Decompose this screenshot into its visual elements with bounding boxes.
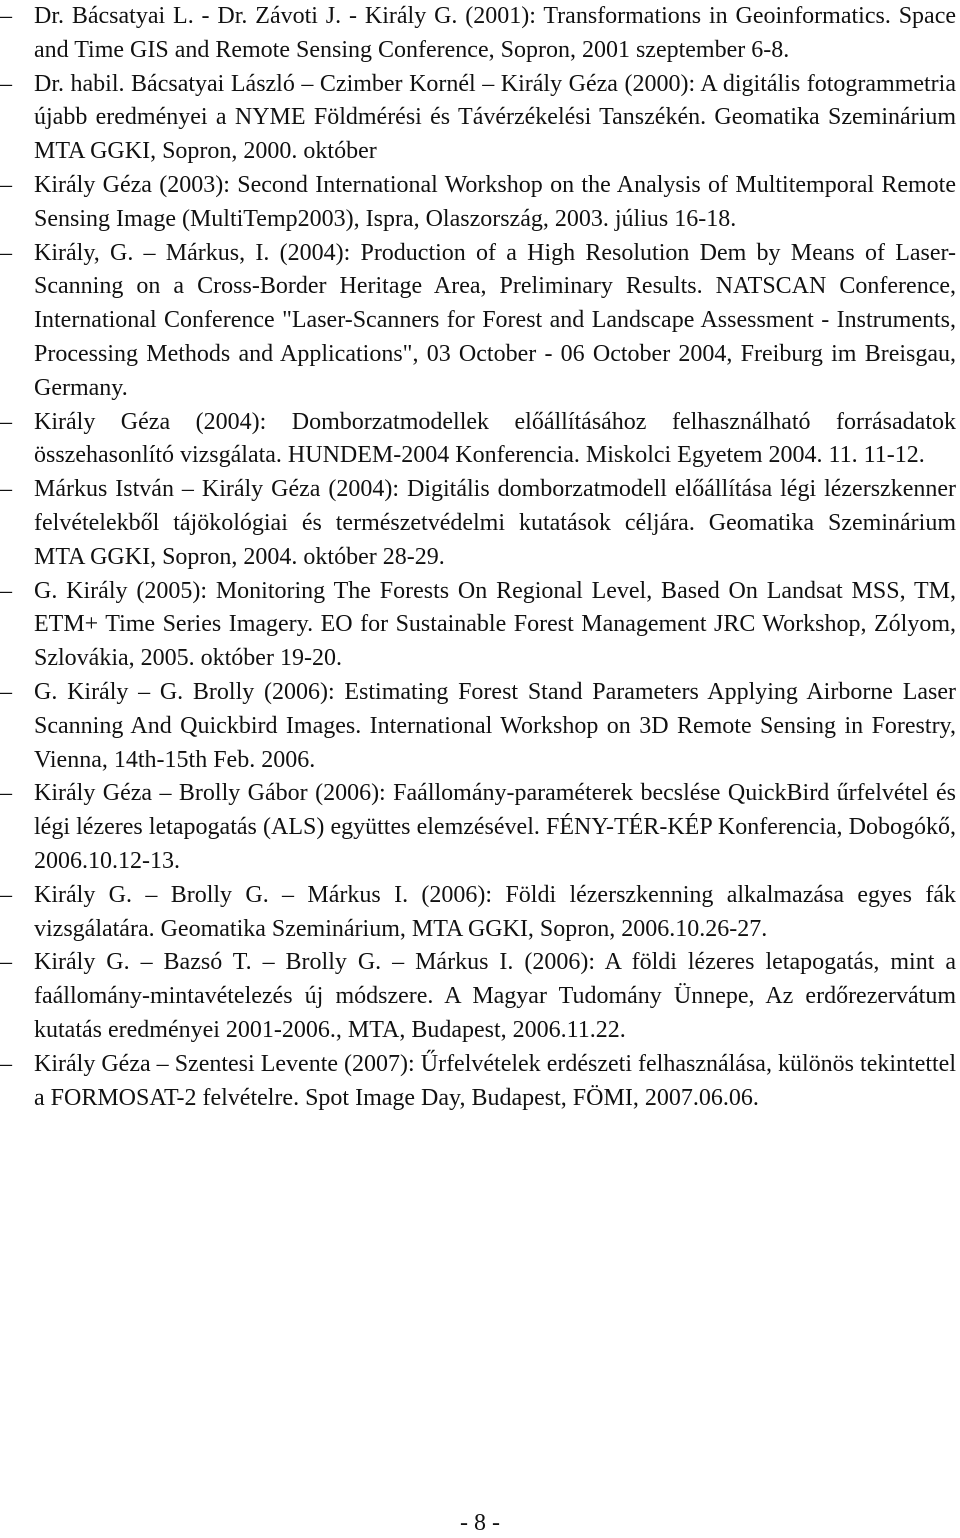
list-dash-marker: –: [0, 239, 12, 266]
reference-text: Király, G. – Márkus, I. (2004): Production of a High Resolution Dem by Means of Laser-Scanning on a Cross-Border Heritage Area, Preliminary Results. NATSCAN Conference, International Conference "Laser-Scanners for Forest and Landscape Assessment - Instruments, Processing Methods and Applications", 03 October - 06 October 2004, Freiburg im Breisgau, Germany.: [34, 239, 956, 401]
page-number: - 8 -: [460, 1510, 500, 1536]
reference-item: [0, 0, 956, 68]
reference-item: [0, 879, 956, 947]
reference-item: [0, 946, 956, 1047]
list-dash-marker: –: [0, 70, 12, 97]
reference-text: Király G. – Bazsó T. – Brolly G. – Márkus I. (2006): A földi lézeres letapogatás, mint a faállomány-mintavételezés új módszere. A Magyar Tudomány Ünnepe, Az erdőrezervátum kutatás eredményei 2001-2006., MTA, Budapest, 2006.11.22.: [34, 949, 956, 1043]
list-dash-marker: –: [0, 3, 12, 29]
reference-item: [0, 406, 956, 474]
reference-text: Király G. – Brolly G. – Márkus I. (2006): Földi lézerszkenning alkalmazása egyes fák vizsgálatára. Geomatika Szeminárium, MTA GGKI, Sopron, 2006.10.26-27.: [34, 881, 956, 942]
list-dash-marker: –: [0, 949, 12, 976]
list-dash-marker: –: [0, 780, 12, 807]
reference-item: [0, 68, 956, 169]
reference-text: Király Géza (2004): Domborzatmodellek előállításához felhasználható forrásadatok összehasonlító vizsgálata. HUNDEM-2004 Konferencia. Miskolci Egyetem 2004. 11. 11-12.: [34, 408, 956, 469]
list-dash-marker: –: [0, 476, 12, 503]
reference-text: Dr. Bácsatyai L. - Dr. Závoti J. - Király G. (2001): Transformations in Geoinformatics. Space and Time GIS and Remote Sensing Conference, Sopron, 2001 szeptember 6-8.: [34, 3, 956, 63]
reference-text: Dr. habil. Bácsatyai László – Czimber Kornél – Király Géza (2000): A digitális fotogrammetria újabb eredményei a NYME Földmérési és Távérzékelési Tanszékén. Geomatika Szeminárium MTA GGKI, Sopron, 2000. október: [34, 70, 956, 165]
list-dash-marker: –: [0, 881, 12, 908]
reference-text: G. Király – G. Brolly (2006): Estimating Forest Stand Parameters Applying Airborne Laser Scanning And Quickbird Images. International Workshop on 3D Remote Sensing in Forestry, Vienna, 14th-15th Feb. 2006.: [34, 678, 956, 773]
reference-item: [0, 1048, 956, 1116]
reference-text: Király Géza (2003): Second International Workshop on the Analysis of Multitemporal Remote Sensing Image (MultiTemp2003), Ispra, Olaszország, 2003. július 16-18.: [34, 171, 956, 232]
list-dash-marker: –: [0, 171, 12, 198]
reference-item: [0, 473, 956, 574]
reference-text: G. Király (2005): Monitoring The Forests On Regional Level, Based On Landsat MSS, TM, ETM+ Time Series Imagery. EO for Sustainable Forest Management JRC Workshop, Zólyom, Szlovákia, 2005. október 19-20.: [34, 577, 956, 672]
reference-text: Király Géza – Szentesi Levente (2007): Űrfelvételek erdészeti felhasználása, különös tekintettel a FORMOSAT-2 felvételre. Spot Image Day, Budapest, FÖMI, 2007.06.06.: [34, 1050, 956, 1111]
reference-text: Márkus István – Király Géza (2004): Digitális domborzatmodell előállítása légi lézerszkenner felvételekből tájökológiai és természetvédelmi kutatások céljára. Geomatika Szeminárium MTA GGKI, Sopron, 2004. október 28-29.: [34, 476, 956, 570]
reference-text: Király Géza – Brolly Gábor (2006): Faállomány-paraméterek becslése QuickBird űrfelvétel és légi lézeres letapogatás (ALS) együttes elemzésével. FÉNY-TÉR-KÉP Konferencia, Dobogókő, 2006.10.12-13.: [34, 780, 956, 874]
reference-item: [0, 676, 956, 777]
list-dash-marker: –: [0, 408, 12, 435]
list-dash-marker: –: [0, 678, 12, 705]
list-dash-marker: –: [0, 1050, 12, 1077]
reference-item: [0, 169, 956, 237]
reference-item: [0, 575, 956, 676]
reference-item: [0, 777, 956, 878]
reference-item: [0, 237, 956, 406]
list-dash-marker: –: [0, 577, 12, 604]
